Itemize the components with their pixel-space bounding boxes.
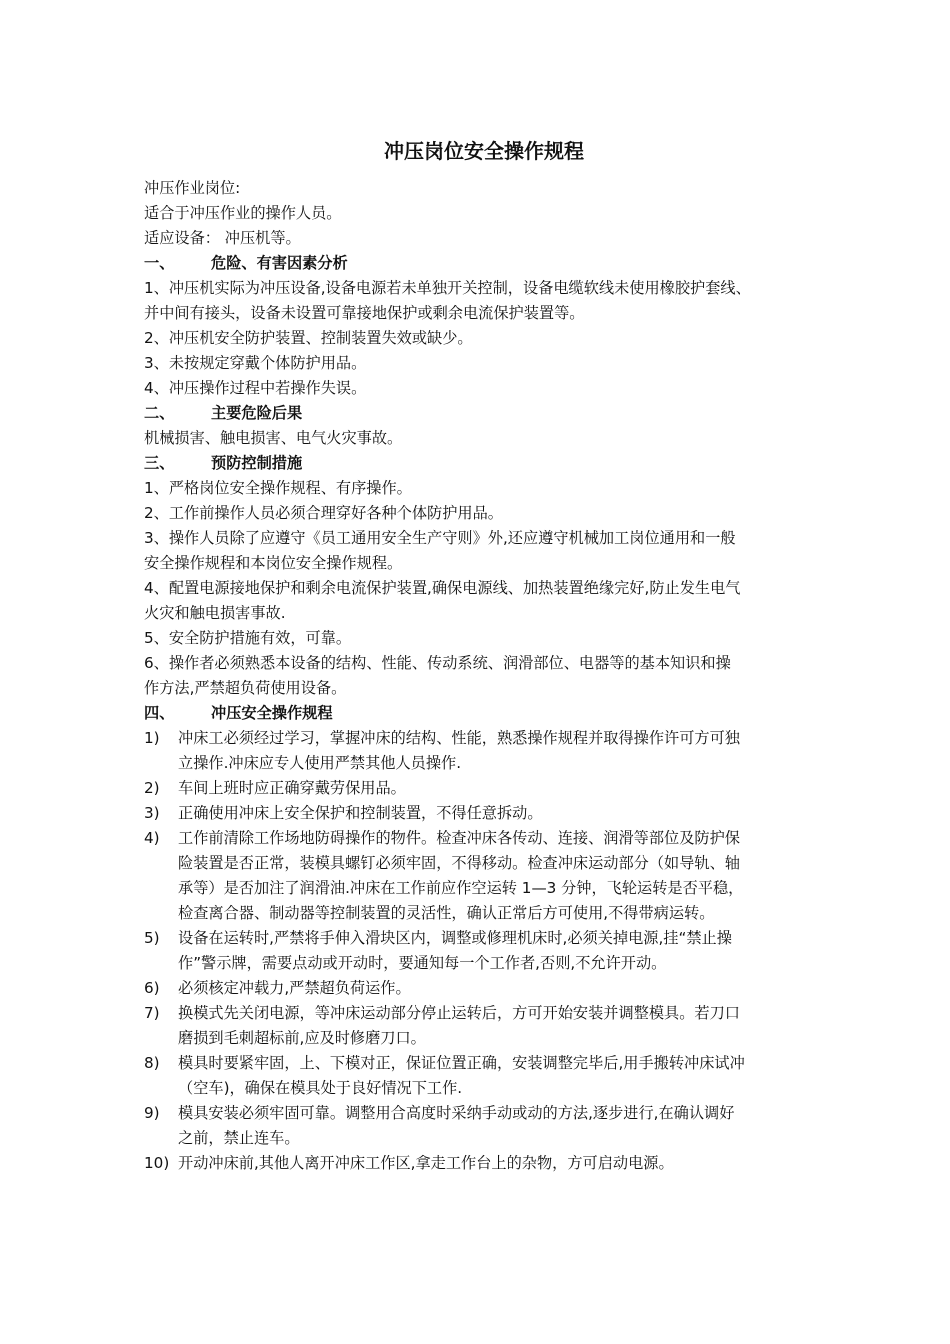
section-title: 预防控制措施 — [211, 454, 303, 472]
list-item — [144, 1001, 824, 1051]
list-item-line: 换模式先关闭电源，等冲床运动部分停止运转后，方可开始安装并调整模具。若刀口 — [178, 1004, 740, 1022]
section-heading-prevention — [144, 451, 824, 476]
list-item-text — [178, 1051, 824, 1101]
list-item-number: 6) — [144, 979, 160, 997]
list-item-line: 立操作.冲床应专人使用严禁其他人员操作. — [178, 754, 462, 772]
paragraph-line: 安全操作规程和本岗位安全操作规程。 — [144, 554, 403, 572]
list-item — [144, 976, 824, 1001]
list-item-line: 模具时要紧牢固，上、下模对正，保证位置正确，安装调整完毕后,用手搬转冲床试冲 — [178, 1054, 745, 1072]
section-heading-hazards — [144, 251, 824, 276]
list-item-line: 磨损到毛刺超标前,应及时修磨刀口。 — [178, 1029, 426, 1047]
paragraph-line: 4、冲压操作过程中若操作失误。 — [144, 379, 367, 397]
paragraph-line: 作方法,严禁超负荷使用设备。 — [144, 679, 347, 697]
paragraph-line: 3、操作人员除了应遵守《员工通用安全生产守则》外,还应遵守机械加工岗位通用和一般 — [144, 529, 736, 547]
document-page — [144, 134, 824, 1176]
list-item-line: 险装置是否正常，装模具螺钉必须牢固，不得移动。检查冲床运动部分（如导轨、轴 — [178, 854, 740, 872]
list-item — [144, 801, 824, 826]
paragraph-line: 并中间有接头，设备未设置可靠接地保护或剩余电流保护装置等。 — [144, 304, 585, 322]
paragraph-line: 1、严格岗位安全操作规程、有序操作。 — [144, 479, 412, 497]
list-item-line: 承等）是否加注了润滑油.冲床在工作前应作空运转 1—3 分钟，飞轮运转是否平稳， — [178, 879, 744, 897]
paragraph-line: 4、配置电源接地保护和剩余电流保护装置,确保电源线、加热装置绝缘完好,防止发生电气 — [144, 579, 741, 597]
list-item-line: 冲床工必须经过学习，掌握冲床的结构、性能，熟悉操作规程并取得操作许可方可独 — [178, 729, 740, 747]
paragraph-line: 6、操作者必须熟悉本设备的结构、性能、传动系统、润滑部位、电器等的基本知识和操 — [144, 654, 731, 672]
list-item-number: 5) — [144, 929, 160, 947]
list-item-line: 作”警示牌，需要点动或开动时，要通知每一个工作者,否则,不允许开动。 — [178, 954, 667, 972]
list-item-number: 10) — [144, 1154, 170, 1172]
list-item-text — [178, 926, 824, 976]
intro-equipment: 适应设备： 冲压机等。 — [144, 229, 301, 247]
section-number: 四、 — [144, 704, 175, 722]
list-item-text — [178, 1101, 824, 1151]
list-item-line: 必须核定冲载力,严禁超负荷运作。 — [178, 979, 411, 997]
list-item-line: 车间上班时应正确穿戴劳保用品。 — [178, 779, 406, 797]
list-item-number: 4) — [144, 829, 160, 847]
section-number: 一、 — [144, 254, 175, 272]
section-title: 冲压安全操作规程 — [211, 704, 333, 722]
list-item — [144, 1151, 824, 1176]
list-item-text — [178, 726, 824, 776]
list-item-number: 3) — [144, 804, 160, 822]
section-number: 三、 — [144, 454, 175, 472]
section-title: 主要危险后果 — [211, 404, 303, 422]
paragraph-line: 5、安全防护措施有效，可靠。 — [144, 629, 352, 647]
document-title: 冲压岗位安全操作规程 — [384, 139, 584, 163]
paragraph-line: 1、冲压机实际为冲压设备,设备电源若未单独开关控制，设备电缆软线未使用橡胶护套线、 — [144, 279, 751, 297]
list-item-number: 9) — [144, 1104, 160, 1122]
section-heading-procedures — [144, 701, 824, 726]
section-number: 二、 — [144, 404, 175, 422]
list-item-text — [178, 1151, 824, 1176]
section-title: 危险、有害因素分析 — [211, 254, 348, 272]
list-item-number: 2) — [144, 779, 160, 797]
list-item-line: 开动冲床前,其他人离开冲床工作区,拿走工作台上的杂物，方可启动电源。 — [178, 1154, 674, 1172]
section-heading-consequences — [144, 401, 824, 426]
list-item-text — [178, 976, 824, 1001]
list-item-number: 7) — [144, 1004, 160, 1022]
list-item-line: 模具安装必须牢固可靠。调整用合高度时采纳手动或动的方法,逐步进行,在确认调好 — [178, 1104, 735, 1122]
list-item — [144, 1101, 824, 1151]
list-item-text — [178, 1001, 824, 1051]
list-item — [144, 726, 824, 776]
list-item-text — [178, 801, 824, 826]
list-item — [144, 776, 824, 801]
list-item — [144, 1051, 824, 1101]
list-item-line: 检查离合器、制动器等控制装置的灵活性，确认正常后方可使用,不得带病运转。 — [178, 904, 715, 922]
intro-post: 冲压作业岗位: — [144, 179, 241, 197]
paragraph-line: 火灾和触电损害事故. — [144, 604, 286, 622]
list-item-text — [178, 826, 824, 926]
paragraph-line: 2、冲压机安全防护装置、控制装置失效或缺少。 — [144, 329, 473, 347]
list-item-text — [178, 776, 824, 801]
list-item — [144, 926, 824, 976]
list-item-line: （空车)，确保在模具处于良好情况下工作. — [178, 1079, 463, 1097]
list-item-number: 8) — [144, 1054, 160, 1072]
paragraph-line: 2、工作前操作人员必须合理穿好各种个体防护用品。 — [144, 504, 503, 522]
intro-applies-to: 适合于冲压作业的操作人员。 — [144, 204, 342, 222]
list-item-line: 正确使用冲床上安全保护和控制装置，不得任意拆动。 — [178, 804, 543, 822]
list-item-line: 设备在运转时,严禁将手伸入滑块区内，调整或修理机床时,必须关掉电源,挂“禁止操 — [178, 929, 732, 947]
paragraph-line: 机械损害、触电损害、电气火灾事故。 — [144, 429, 403, 447]
list-item — [144, 826, 824, 926]
list-item-line: 之前，禁止连车。 — [178, 1129, 300, 1147]
list-item-number: 1) — [144, 729, 160, 747]
list-item-line: 工作前清除工作场地防碍操作的物件。检查冲床各传动、连接、润滑等部位及防护保 — [178, 829, 740, 847]
paragraph-line: 3、未按规定穿戴个体防护用品。 — [144, 354, 367, 372]
